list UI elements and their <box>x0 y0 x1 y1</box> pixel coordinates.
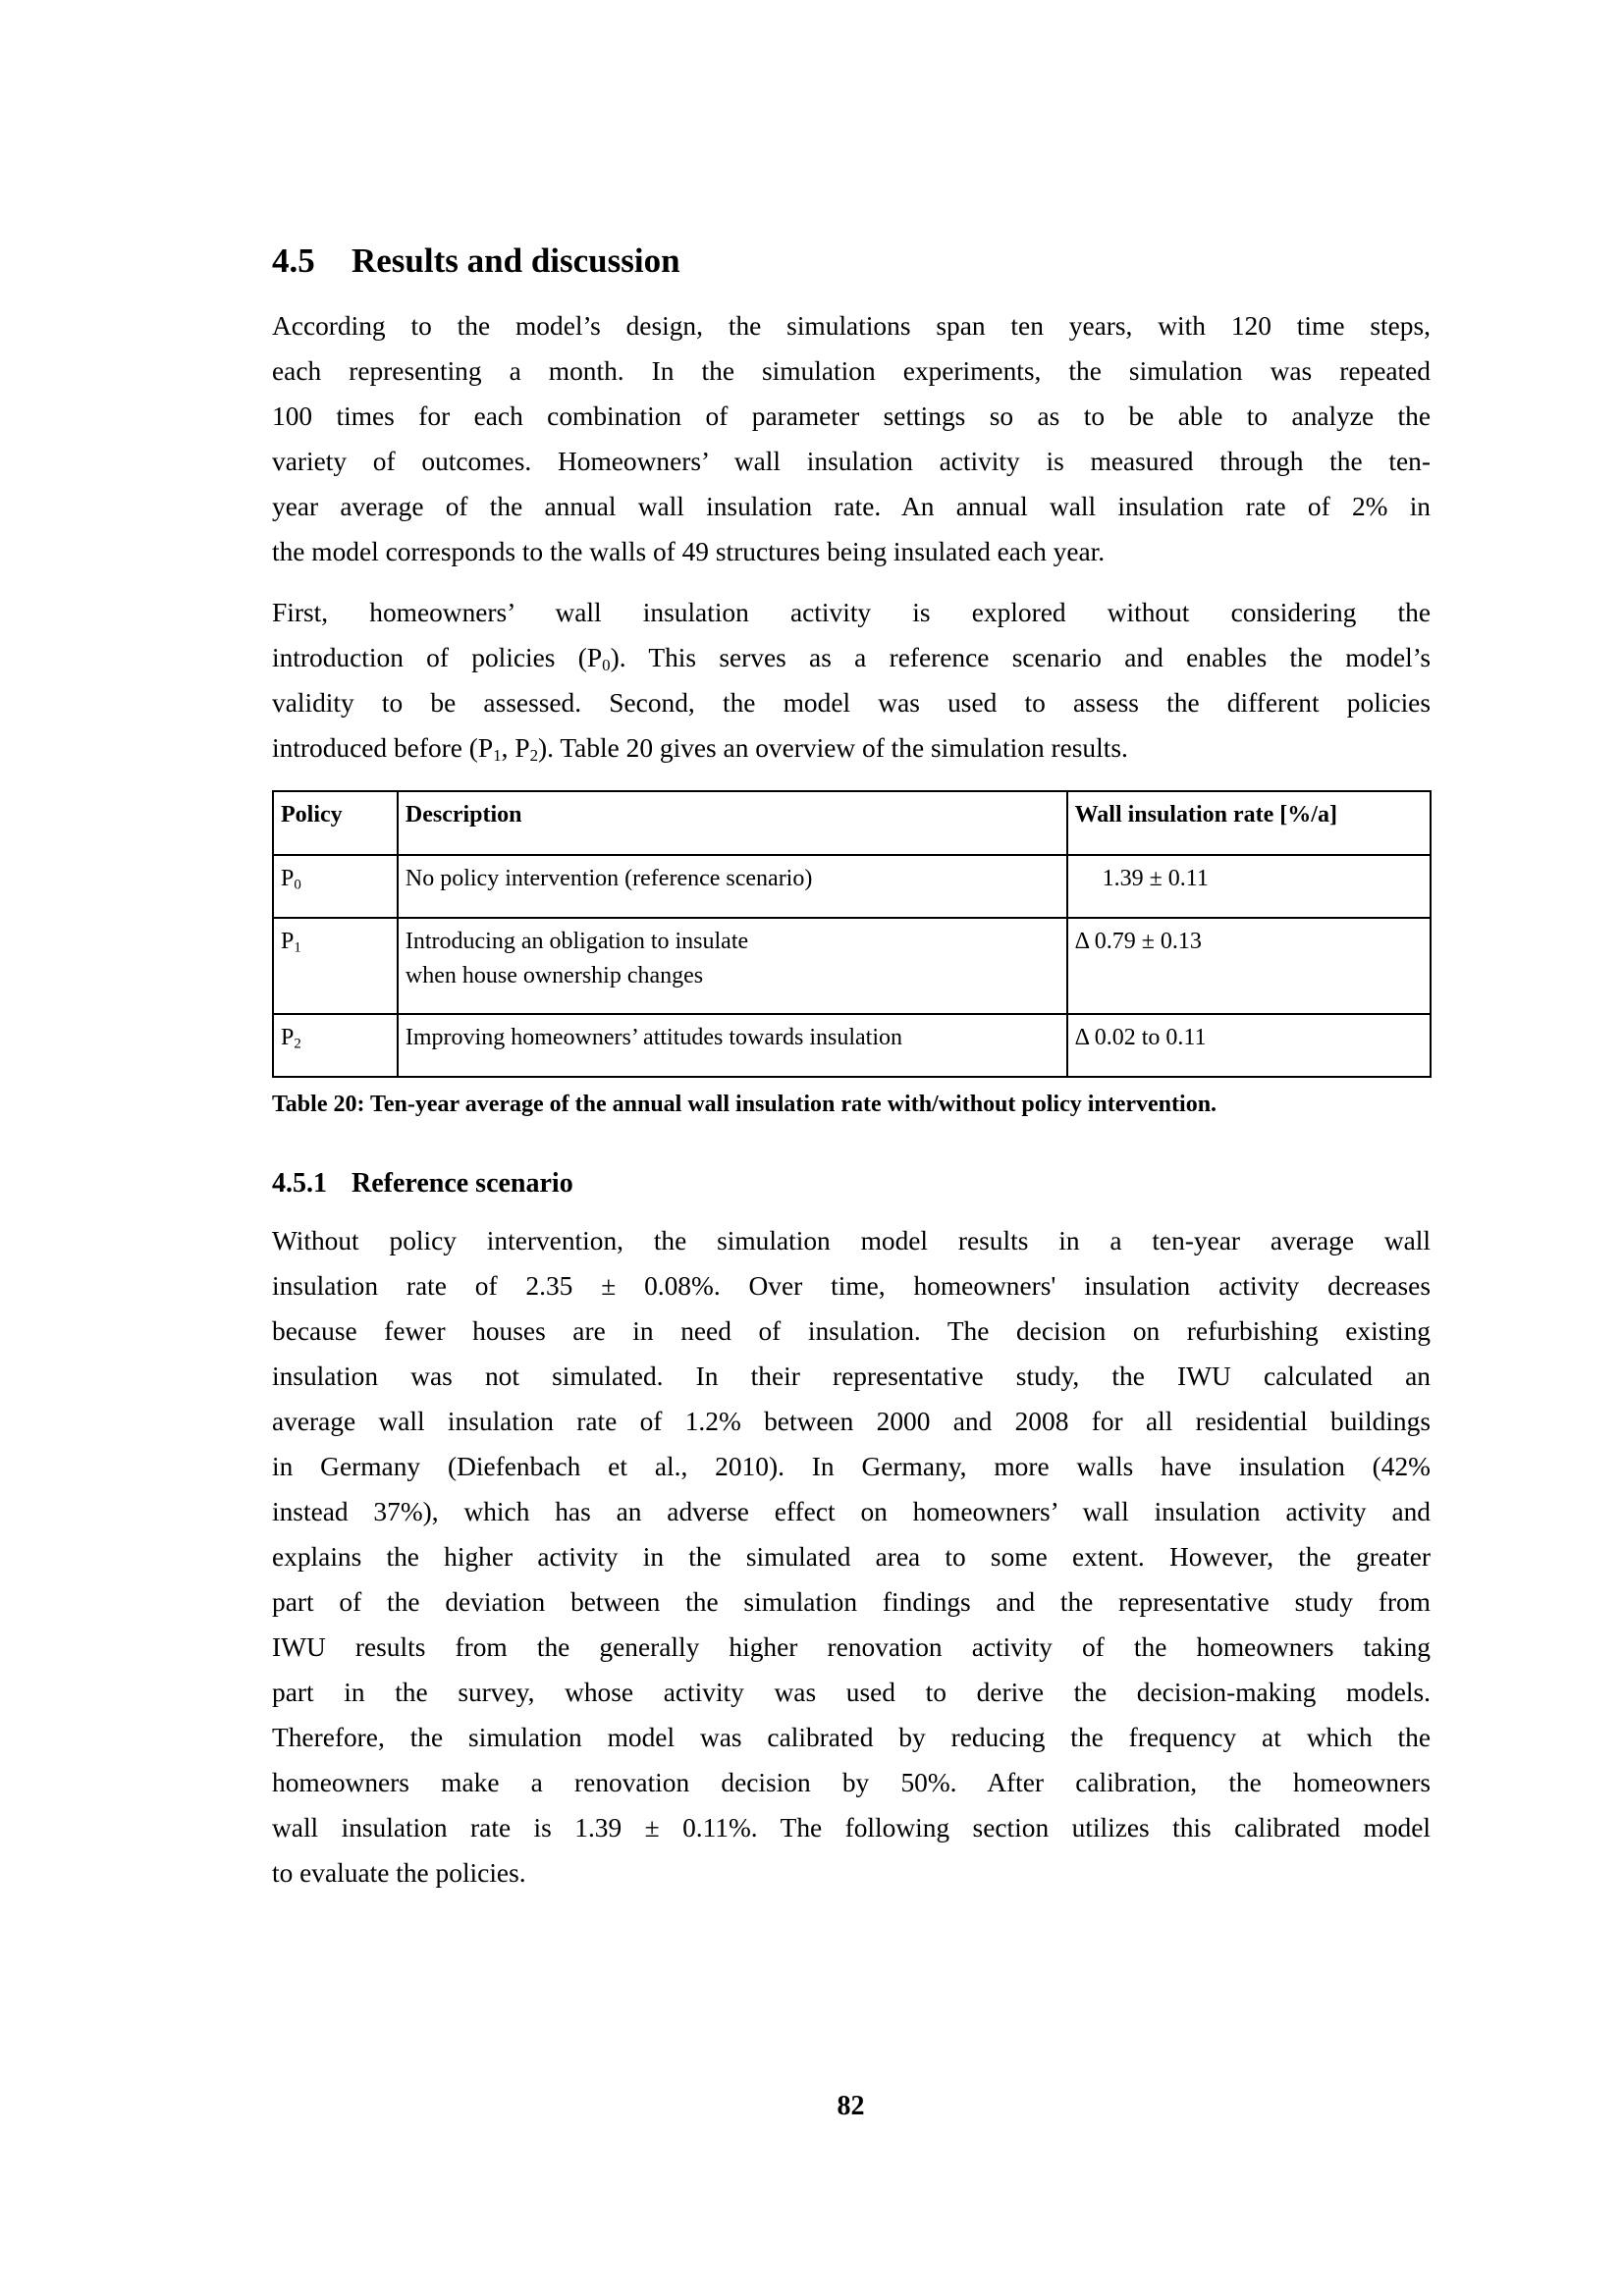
cell-description: No policy intervention (reference scenario) <box>398 855 1067 918</box>
text-line: average wall insulation rate of 1.2% between 2000 and 2008 for all residential buildings <box>272 1407 1431 1436</box>
cell-rate: Δ 0.79 ± 0.13 <box>1067 918 1431 1014</box>
column-header-rate: Wall insulation rate [%/a] <box>1067 791 1431 855</box>
page-number: 82 <box>837 2091 865 2121</box>
text-line: insulation was not simulated. In their representative study, the IWU calculated an <box>272 1362 1431 1391</box>
text-line: to evaluate the policies. <box>272 1858 526 1888</box>
text-line: validity to be assessed. Second, the model was used to assess the different policies <box>272 688 1431 718</box>
text-line: wall insulation rate is 1.39 ± 0.11%. The following section utilizes this calibrated model <box>272 1813 1431 1842</box>
cell-rate: 1.39 ± 0.11 <box>1067 855 1431 918</box>
table-row <box>273 918 1431 1014</box>
text-line: year average of the annual wall insulation rate. An annual wall insulation rate of 2% in <box>272 492 1431 521</box>
column-header-policy: Policy <box>273 791 398 855</box>
subscript: 0 <box>602 656 611 675</box>
text-line: each representing a month. In the simulation experiments, the simulation was repeated <box>272 356 1431 386</box>
table-row <box>273 855 1431 918</box>
subsection-number: 4.5.1 <box>272 1168 327 1199</box>
cell-description: Improving homeowners’ attitudes towards insulation <box>398 1014 1067 1077</box>
table-row <box>273 1014 1431 1077</box>
text-line: introduction of policies $(P_0)$. This serves as a reference scenario and enables the model’s <box>272 643 1431 675</box>
cell-description: Introducing an obligation to insulate when house ownership changes <box>398 918 1067 1014</box>
text-line: Therefore, the simulation model was calibrated by reducing the frequency at which the <box>272 1723 1431 1752</box>
paragraph-reference-scenario <box>272 1218 1431 1896</box>
cell-policy: $P_1$ <box>273 918 398 1014</box>
subsection-title: Reference scenario <box>352 1168 573 1199</box>
text-line: the model corresponds to the walls of 49 structures being insulated each year. <box>272 537 1106 566</box>
text-line: introduced before ($P_1$, $P_2$). Table 20 gives an overview of the simulation results. <box>272 733 1128 766</box>
results-table <box>272 790 1432 1078</box>
section-number: 4.5 <box>272 241 315 280</box>
text-line: instead 37%), which has an adverse effect on homeowners’ wall insulation activity and <box>272 1497 1431 1526</box>
text-line: insulation rate of 2.35 ± 0.08%. Over time, homeowners' insulation activity decreases <box>272 1271 1431 1301</box>
paragraph-approach <box>272 590 1431 771</box>
text-line: part of the deviation between the simulation findings and the representative study from <box>272 1587 1431 1617</box>
text-line: According to the model’s design, the simulations span ten years, with 120 time steps, <box>272 311 1431 341</box>
subscript: 2 <box>529 746 539 766</box>
text-line: in Germany (Diefenbach et al., 2010). In Germany, more walls have insulation (42% <box>272 1452 1431 1481</box>
subscript: 1 <box>493 746 502 766</box>
paragraph-intro <box>272 303 1431 574</box>
text-line: 100 times for each combination of parameter settings so as to be able to analyze the <box>272 401 1431 431</box>
text-line: explains the higher activity in the simulated area to some extent. However, the greater <box>272 1542 1431 1572</box>
text-line: homeowners make a renovation decision by 50%. After calibration, the homeowners <box>272 1768 1431 1797</box>
text-line: part in the survey, whose activity was used to derive the decision-making models. <box>272 1678 1431 1707</box>
subsection-heading <box>272 1166 573 1201</box>
text-line: First, homeowners’ wall insulation activity is explored without considering the <box>272 598 1431 627</box>
cell-policy: $P_0$ <box>273 855 398 918</box>
text-line: Without policy intervention, the simulation model results in a ten-year average wall <box>272 1226 1431 1255</box>
column-header-description: Description <box>398 791 1067 855</box>
cell-rate: Δ 0.02 to 0.11 <box>1067 1014 1431 1077</box>
text-line: because fewer houses are in need of insulation. The decision on refurbishing existing <box>272 1316 1431 1346</box>
text-line: IWU results from the generally higher renovation activity of the homeowners taking <box>272 1632 1431 1662</box>
table-caption: Table 20: Ten-year average of the annual wall insulation rate with/without policy intervention. <box>272 1092 1217 1117</box>
cell-policy: $P_2$ <box>273 1014 398 1077</box>
section-title: Results and discussion <box>352 241 680 280</box>
section-heading <box>272 240 680 283</box>
text-line: variety of outcomes. Homeowners’ wall insulation activity is measured through the ten- <box>272 447 1431 476</box>
table-header-row <box>273 791 1431 855</box>
